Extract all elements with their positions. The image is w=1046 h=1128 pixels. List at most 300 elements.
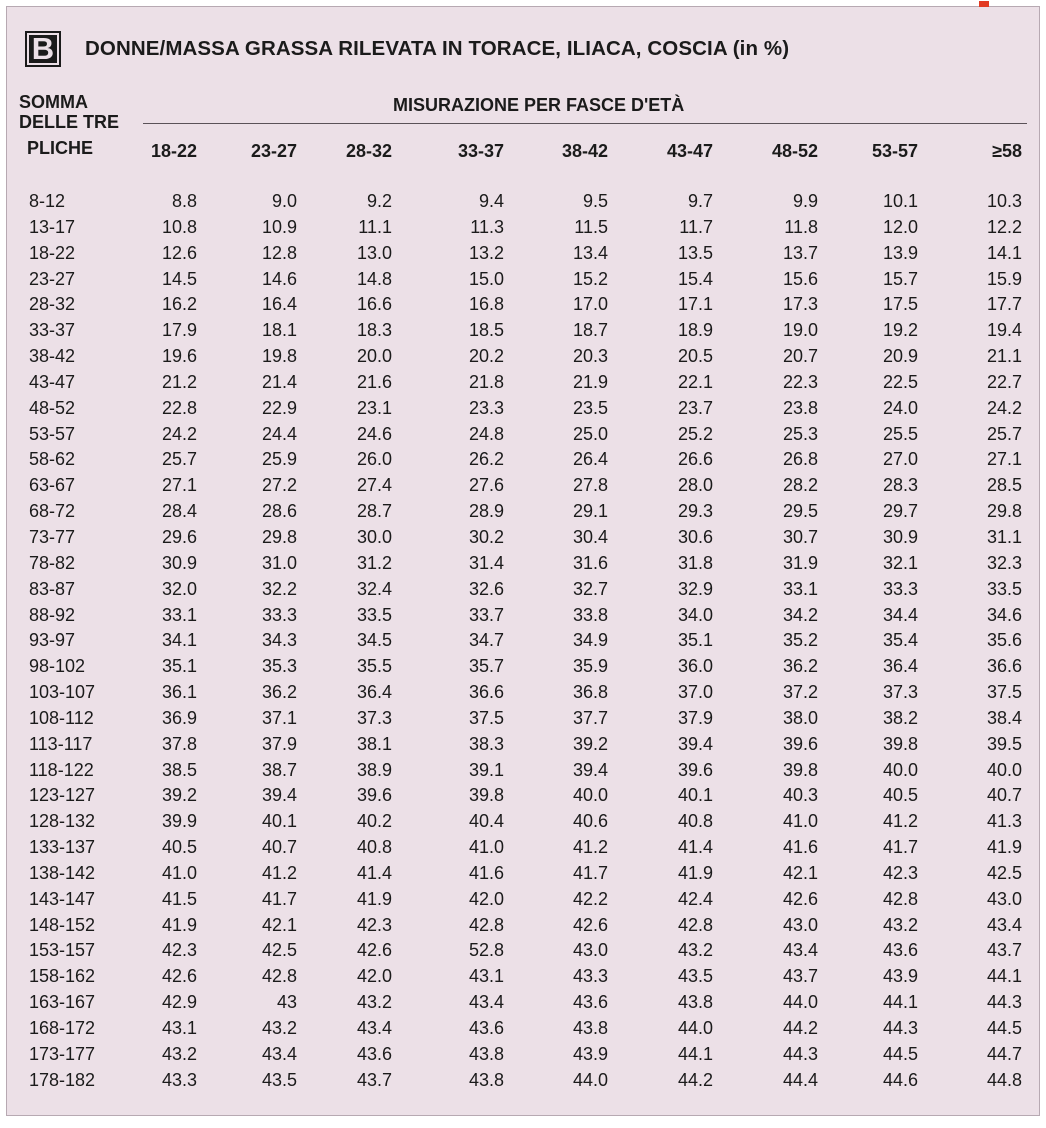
table-cell: 43.4 bbox=[356, 1018, 392, 1038]
table-cell: 14.1 bbox=[986, 242, 1022, 263]
table-cell: 10.3 bbox=[986, 191, 1022, 211]
table-row bbox=[7, 680, 1039, 706]
table-cell: 29.3 bbox=[677, 501, 713, 522]
table-cell: 43.4 bbox=[986, 914, 1022, 935]
age-column-header: 43-47 bbox=[666, 141, 713, 161]
table-cell: 43.5 bbox=[261, 1069, 297, 1090]
row-label: 98-102 bbox=[29, 656, 86, 677]
table-cell: 35.7 bbox=[468, 656, 504, 677]
table-cell: 28.3 bbox=[882, 475, 918, 496]
table-cell: 14.8 bbox=[356, 268, 392, 289]
table-cell: 40.0 bbox=[882, 759, 918, 780]
table-cell: 23.1 bbox=[356, 397, 392, 418]
table-cell: 25.5 bbox=[882, 423, 918, 444]
table-cell: 43.2 bbox=[882, 914, 918, 935]
table-cell: 33.8 bbox=[572, 604, 608, 625]
table-cell: 38.0 bbox=[782, 707, 818, 728]
table-cell: 34.6 bbox=[986, 604, 1022, 625]
table-cell: 43.0 bbox=[986, 888, 1022, 909]
table-cell: 20.0 bbox=[356, 346, 392, 367]
table-cell: 31.6 bbox=[572, 552, 608, 573]
table-cell: 15.7 bbox=[882, 268, 918, 289]
table-cell: 42.3 bbox=[356, 914, 392, 935]
table-cell: 44.8 bbox=[986, 1069, 1022, 1090]
table-cell: 9.7 bbox=[687, 191, 713, 211]
table-row bbox=[7, 396, 1039, 422]
table-row bbox=[7, 758, 1039, 784]
table-cell: 39.6 bbox=[677, 759, 713, 780]
table-cell: 20.7 bbox=[782, 346, 818, 367]
table-cell: 22.5 bbox=[882, 371, 918, 392]
table-cell: 10.9 bbox=[261, 216, 297, 237]
table-cell: 9.0 bbox=[271, 191, 297, 211]
table-cell: 32.9 bbox=[677, 578, 713, 599]
table-cell: 22.3 bbox=[782, 371, 818, 392]
table-cell: 30.0 bbox=[356, 526, 392, 547]
table-cell: 44.2 bbox=[677, 1069, 713, 1090]
table-row bbox=[7, 628, 1039, 654]
table-cell: 27.6 bbox=[468, 475, 504, 496]
table-cell: 9.9 bbox=[792, 191, 818, 211]
age-column-header: 38-42 bbox=[561, 141, 608, 161]
table-cell: 17.7 bbox=[986, 294, 1022, 315]
table-cell: 28.7 bbox=[356, 501, 392, 522]
table-cell: 35.4 bbox=[882, 630, 918, 651]
table-cell: 25.2 bbox=[677, 423, 713, 444]
row-header-line-3: PLICHE bbox=[27, 138, 94, 158]
table-cell: 23.3 bbox=[468, 397, 504, 418]
age-column-headers bbox=[7, 141, 1039, 163]
table-cell: 41.2 bbox=[572, 837, 608, 858]
column-group-title: MISURAZIONE PER FASCE D'ETÀ bbox=[393, 95, 685, 115]
table-cell: 32.2 bbox=[261, 578, 297, 599]
table-cell: 31.9 bbox=[782, 552, 818, 573]
table-cell: 13.0 bbox=[356, 242, 392, 263]
table-cell: 25.7 bbox=[986, 423, 1022, 444]
table-row bbox=[7, 370, 1039, 396]
table-cell: 28.6 bbox=[261, 501, 297, 522]
table-cell: 34.9 bbox=[572, 630, 608, 651]
table-cell: 18.7 bbox=[572, 320, 608, 341]
table-cell: 39.4 bbox=[572, 759, 608, 780]
table-cell: 42.1 bbox=[261, 914, 297, 935]
age-column-header: 53-57 bbox=[871, 141, 918, 161]
table-cell: 42.6 bbox=[782, 888, 818, 909]
table-cell: 43.6 bbox=[356, 1043, 392, 1064]
table-cell: 12.0 bbox=[882, 216, 918, 237]
table-cell: 44.6 bbox=[882, 1069, 918, 1090]
row-label: 108-112 bbox=[29, 707, 94, 728]
table-cell: 39.4 bbox=[677, 733, 713, 754]
table-cell: 29.6 bbox=[161, 526, 197, 547]
table-row bbox=[7, 835, 1039, 861]
table-cell: 43.8 bbox=[468, 1069, 504, 1090]
table-cell: 43.0 bbox=[572, 940, 608, 961]
table-cell: 40.2 bbox=[356, 811, 392, 832]
table-cell: 34.4 bbox=[882, 604, 918, 625]
table-cell: 37.3 bbox=[882, 682, 918, 703]
table-cell: 34.7 bbox=[468, 630, 504, 651]
age-column-header: 23-27 bbox=[250, 141, 297, 161]
table-row bbox=[7, 473, 1039, 499]
table-cell: 12.8 bbox=[261, 242, 297, 263]
table-cell: 26.8 bbox=[782, 449, 818, 470]
table-cell: 38.7 bbox=[261, 759, 297, 780]
table-cell: 30.2 bbox=[468, 526, 504, 547]
row-label: 158-162 bbox=[29, 966, 96, 987]
table-cell: 41.0 bbox=[782, 811, 818, 832]
table-cell: 20.2 bbox=[468, 346, 504, 367]
table-cell: 39.6 bbox=[782, 733, 818, 754]
table-row bbox=[7, 267, 1039, 293]
table-cell: 26.4 bbox=[572, 449, 608, 470]
table-cell: 42.8 bbox=[882, 888, 918, 909]
age-column-header: 18-22 bbox=[150, 141, 197, 161]
table-cell: 41.3 bbox=[986, 811, 1022, 832]
table-cell: 15.6 bbox=[782, 268, 818, 289]
row-label: 118-122 bbox=[29, 759, 94, 780]
table-cell: 41.7 bbox=[882, 837, 918, 858]
table-cell: 19.2 bbox=[882, 320, 918, 341]
table-cell: 26.6 bbox=[677, 449, 713, 470]
table-cell: 31.8 bbox=[677, 552, 713, 573]
table-cell: 19.8 bbox=[261, 346, 297, 367]
table-cell: 39.2 bbox=[161, 785, 197, 806]
table-cell: 14.5 bbox=[161, 268, 197, 289]
table-cell: 24.2 bbox=[986, 397, 1022, 418]
row-label: 178-182 bbox=[29, 1069, 96, 1090]
table-cell: 43.7 bbox=[356, 1069, 392, 1090]
table-cell: 37.7 bbox=[572, 707, 608, 728]
table-cell: 43.6 bbox=[572, 992, 608, 1013]
table-cell: 44.1 bbox=[882, 992, 918, 1013]
table-cell: 41.2 bbox=[882, 811, 918, 832]
table-row bbox=[7, 809, 1039, 835]
table-cell: 31.2 bbox=[356, 552, 392, 573]
table-cell: 44.2 bbox=[782, 1018, 818, 1038]
table-cell: 40.5 bbox=[882, 785, 918, 806]
table-cell: 44.5 bbox=[986, 1018, 1022, 1038]
table-cell: 28.4 bbox=[161, 501, 197, 522]
table-cell: 40.7 bbox=[261, 837, 297, 858]
table-cell: 40.4 bbox=[468, 811, 504, 832]
table-cell: 28.2 bbox=[782, 475, 818, 496]
table-cell: 18.5 bbox=[468, 320, 504, 341]
row-label: 168-172 bbox=[29, 1018, 96, 1038]
table-cell: 34.1 bbox=[161, 630, 197, 651]
table-row bbox=[7, 318, 1039, 344]
row-label: 173-177 bbox=[29, 1043, 96, 1064]
table-cell: 42.6 bbox=[356, 940, 392, 961]
table-page bbox=[6, 6, 1040, 1116]
table-cell: 44.1 bbox=[986, 966, 1022, 987]
table-cell: 44.1 bbox=[677, 1043, 713, 1064]
table-cell: 38.2 bbox=[882, 707, 918, 728]
table-cell: 40.3 bbox=[782, 785, 818, 806]
row-label: 33-37 bbox=[29, 320, 76, 341]
table-cell: 43.5 bbox=[677, 966, 713, 987]
table-cell: 41.4 bbox=[356, 862, 392, 883]
table-cell: 41.9 bbox=[677, 862, 713, 883]
table-cell: 42.8 bbox=[468, 914, 504, 935]
table-cell: 40.1 bbox=[261, 811, 297, 832]
table-cell: 38.4 bbox=[986, 707, 1022, 728]
table-cell: 42.6 bbox=[161, 966, 197, 987]
table-cell: 16.4 bbox=[261, 294, 297, 315]
table-cell: 42.5 bbox=[261, 940, 297, 961]
table-cell: 35.1 bbox=[161, 656, 197, 677]
table-cell: 32.1 bbox=[882, 552, 918, 573]
table-row bbox=[7, 215, 1039, 241]
table-cell: 21.9 bbox=[572, 371, 608, 392]
row-label: 58-62 bbox=[29, 449, 76, 470]
table-cell: 43.7 bbox=[986, 940, 1022, 961]
table-cell: 27.1 bbox=[161, 475, 197, 496]
table-cell: 44.5 bbox=[882, 1043, 918, 1064]
age-column-header: 48-52 bbox=[771, 141, 818, 161]
table-cell: 36.6 bbox=[468, 682, 504, 703]
table-cell: 29.5 bbox=[782, 501, 818, 522]
row-header-line-1: SOMMA bbox=[19, 92, 88, 112]
table-cell: 41.9 bbox=[356, 888, 392, 909]
table-cell: 34.3 bbox=[261, 630, 297, 651]
table-cell: 44.3 bbox=[882, 1018, 918, 1038]
row-label: 68-72 bbox=[29, 501, 76, 522]
table-row bbox=[7, 938, 1039, 964]
table-cell: 22.7 bbox=[986, 371, 1022, 392]
table-cell: 38.3 bbox=[468, 733, 504, 754]
table-cell: 11.7 bbox=[679, 216, 713, 237]
table-cell: 39.8 bbox=[882, 733, 918, 754]
table-cell: 43.8 bbox=[677, 992, 713, 1013]
table-cell: 35.6 bbox=[986, 630, 1022, 651]
table-cell: 42.8 bbox=[261, 966, 297, 987]
table-cell: 41.5 bbox=[161, 888, 197, 909]
table-cell: 28.0 bbox=[677, 475, 713, 496]
table-cell: 18.3 bbox=[356, 320, 392, 341]
header-divider bbox=[143, 123, 1027, 124]
table-cell: 29.1 bbox=[572, 501, 608, 522]
table-cell: 36.9 bbox=[161, 707, 197, 728]
table-cell: 41.6 bbox=[782, 837, 818, 858]
table-cell: 13.5 bbox=[677, 242, 713, 263]
table-cell: 37.0 bbox=[677, 682, 713, 703]
table-cell: 36.4 bbox=[356, 682, 392, 703]
table-cell: 40.0 bbox=[986, 759, 1022, 780]
table-cell: 9.5 bbox=[582, 191, 608, 211]
table-cell: 19.4 bbox=[986, 320, 1022, 341]
table-cell: 21.2 bbox=[161, 371, 197, 392]
table-cell: 43.8 bbox=[572, 1018, 608, 1038]
table-cell: 40.8 bbox=[677, 811, 713, 832]
table-cell: 43.7 bbox=[782, 966, 818, 987]
table-cell: 44.3 bbox=[986, 992, 1022, 1013]
table-cell: 43.1 bbox=[468, 966, 504, 987]
row-label: 138-142 bbox=[29, 862, 96, 883]
table-cell: 32.4 bbox=[356, 578, 392, 599]
table-cell: 26.0 bbox=[356, 449, 392, 470]
table-cell: 43.3 bbox=[161, 1069, 197, 1090]
row-label: 143-147 bbox=[29, 888, 96, 909]
table-cell: 41.7 bbox=[572, 862, 608, 883]
row-label: 133-137 bbox=[29, 837, 96, 858]
table-cell: 37.9 bbox=[677, 707, 713, 728]
table-cell: 13.9 bbox=[882, 242, 918, 263]
table-cell: 11.3 bbox=[470, 216, 504, 237]
table-cell: 43.9 bbox=[882, 966, 918, 987]
table-cell: 33.5 bbox=[356, 604, 392, 625]
table-cell: 15.0 bbox=[468, 268, 504, 289]
section-badge bbox=[25, 31, 61, 67]
table-cell: 25.0 bbox=[572, 423, 608, 444]
table-row bbox=[7, 447, 1039, 473]
table-cell: 37.2 bbox=[782, 682, 818, 703]
table-cell: 34.5 bbox=[356, 630, 392, 651]
table-cell: 17.0 bbox=[572, 294, 608, 315]
table-row bbox=[7, 783, 1039, 809]
table-cell: 17.9 bbox=[161, 320, 197, 341]
table-cell: 43.6 bbox=[468, 1018, 504, 1038]
table-cell: 23.8 bbox=[782, 397, 818, 418]
table-cell: 36.6 bbox=[986, 656, 1022, 677]
age-column-header: ≥58 bbox=[992, 141, 1022, 161]
age-column-header: 28-32 bbox=[345, 141, 392, 161]
table-row bbox=[7, 499, 1039, 525]
row-label: 103-107 bbox=[29, 682, 96, 703]
table-cell: 43 bbox=[276, 992, 297, 1013]
table-cell: 13.4 bbox=[572, 242, 608, 263]
table-cell: 27.2 bbox=[261, 475, 297, 496]
table-cell: 20.3 bbox=[572, 346, 608, 367]
table-cell: 40.7 bbox=[986, 785, 1022, 806]
table-cell: 20.9 bbox=[882, 346, 918, 367]
table-row bbox=[7, 990, 1039, 1016]
table-cell: 36.1 bbox=[161, 682, 197, 703]
table-row bbox=[7, 732, 1039, 758]
row-label: 93-97 bbox=[29, 630, 76, 651]
table-cell: 9.4 bbox=[478, 191, 504, 211]
table-cell: 42.0 bbox=[468, 888, 504, 909]
table-cell: 36.2 bbox=[782, 656, 818, 677]
table-cell: 35.5 bbox=[356, 656, 392, 677]
table-cell: 37.5 bbox=[986, 682, 1022, 703]
table-cell: 10.1 bbox=[882, 191, 918, 211]
table-cell: 25.3 bbox=[782, 423, 818, 444]
table-cell: 31.4 bbox=[468, 552, 504, 573]
table-cell: 22.8 bbox=[161, 397, 197, 418]
table-cell: 39.5 bbox=[986, 733, 1022, 754]
table-cell: 42.9 bbox=[161, 992, 197, 1013]
table-cell: 19.0 bbox=[782, 320, 818, 341]
table-cell: 42.6 bbox=[572, 914, 608, 935]
table-cell: 37.5 bbox=[468, 707, 504, 728]
table-cell: 24.0 bbox=[882, 397, 918, 418]
table-cell: 35.2 bbox=[782, 630, 818, 651]
table-cell: 34.0 bbox=[677, 604, 713, 625]
table-cell: 39.2 bbox=[572, 733, 608, 754]
table-row bbox=[7, 654, 1039, 680]
table-cell: 43.4 bbox=[261, 1043, 297, 1064]
table-cell: 17.5 bbox=[882, 294, 918, 315]
table-cell: 22.9 bbox=[261, 397, 297, 418]
table-cell: 19.6 bbox=[161, 346, 197, 367]
table-row bbox=[7, 577, 1039, 603]
row-label: 23-27 bbox=[29, 268, 76, 289]
table-cell: 40.8 bbox=[356, 837, 392, 858]
table-cell: 43.4 bbox=[468, 992, 504, 1013]
table-cell: 36.0 bbox=[677, 656, 713, 677]
table-row bbox=[7, 344, 1039, 370]
table-cell: 34.2 bbox=[782, 604, 818, 625]
table-cell: 41.2 bbox=[261, 862, 297, 883]
table-cell: 41.0 bbox=[161, 862, 197, 883]
table-cell: 25.9 bbox=[261, 449, 297, 470]
table-cell: 11.8 bbox=[784, 216, 818, 237]
row-label: 63-67 bbox=[29, 475, 76, 496]
table-cell: 21.6 bbox=[356, 371, 392, 392]
table-cell: 15.4 bbox=[677, 268, 713, 289]
table-cell: 24.8 bbox=[468, 423, 504, 444]
table-cell: 43.2 bbox=[356, 992, 392, 1013]
row-label: 113-117 bbox=[29, 733, 93, 754]
row-label: 43-47 bbox=[29, 371, 76, 392]
table-cell: 39.8 bbox=[468, 785, 504, 806]
table-cell: 38.1 bbox=[356, 733, 392, 754]
table-cell: 12.2 bbox=[986, 216, 1022, 237]
row-label: 18-22 bbox=[29, 242, 76, 263]
table-cell: 18.9 bbox=[677, 320, 713, 341]
row-label: 38-42 bbox=[29, 346, 76, 367]
table-cell: 43.2 bbox=[161, 1043, 197, 1064]
row-label: 148-152 bbox=[29, 914, 96, 935]
table-cell: 23.5 bbox=[572, 397, 608, 418]
table-row bbox=[7, 551, 1039, 577]
section-badge-letter: B bbox=[27, 33, 59, 65]
table-cell: 52.8 bbox=[468, 940, 504, 961]
table-cell: 31.1 bbox=[986, 526, 1022, 547]
table-cell: 41.6 bbox=[468, 862, 504, 883]
table-cell: 42.3 bbox=[161, 940, 197, 961]
table-cell: 41.9 bbox=[161, 914, 197, 935]
table-cell: 25.7 bbox=[161, 449, 197, 470]
table-row bbox=[7, 603, 1039, 629]
table-cell: 32.0 bbox=[161, 578, 197, 599]
table-row bbox=[7, 189, 1039, 215]
table-cell: 27.8 bbox=[572, 475, 608, 496]
table-row bbox=[7, 1016, 1039, 1042]
table-row bbox=[7, 913, 1039, 939]
row-label: 88-92 bbox=[29, 604, 76, 625]
table-cell: 37.1 bbox=[261, 707, 297, 728]
table-cell: 32.3 bbox=[986, 552, 1022, 573]
row-label: 163-167 bbox=[29, 992, 96, 1013]
table-cell: 41.7 bbox=[261, 888, 297, 909]
table-cell: 41.9 bbox=[986, 837, 1022, 858]
table-cell: 33.5 bbox=[986, 578, 1022, 599]
table-cell: 42.3 bbox=[882, 862, 918, 883]
table-cell: 42.0 bbox=[356, 966, 392, 987]
table-cell: 38.9 bbox=[356, 759, 392, 780]
table-cell: 10.8 bbox=[161, 216, 197, 237]
table-cell: 36.4 bbox=[882, 656, 918, 677]
age-column-header: 33-37 bbox=[457, 141, 504, 161]
table-cell: 21.1 bbox=[986, 346, 1022, 367]
row-label: 128-132 bbox=[29, 811, 96, 832]
table-cell: 43.1 bbox=[161, 1018, 197, 1038]
table-cell: 42.1 bbox=[782, 862, 818, 883]
table-cell: 9.2 bbox=[366, 191, 392, 211]
table-cell: 41.0 bbox=[468, 837, 504, 858]
